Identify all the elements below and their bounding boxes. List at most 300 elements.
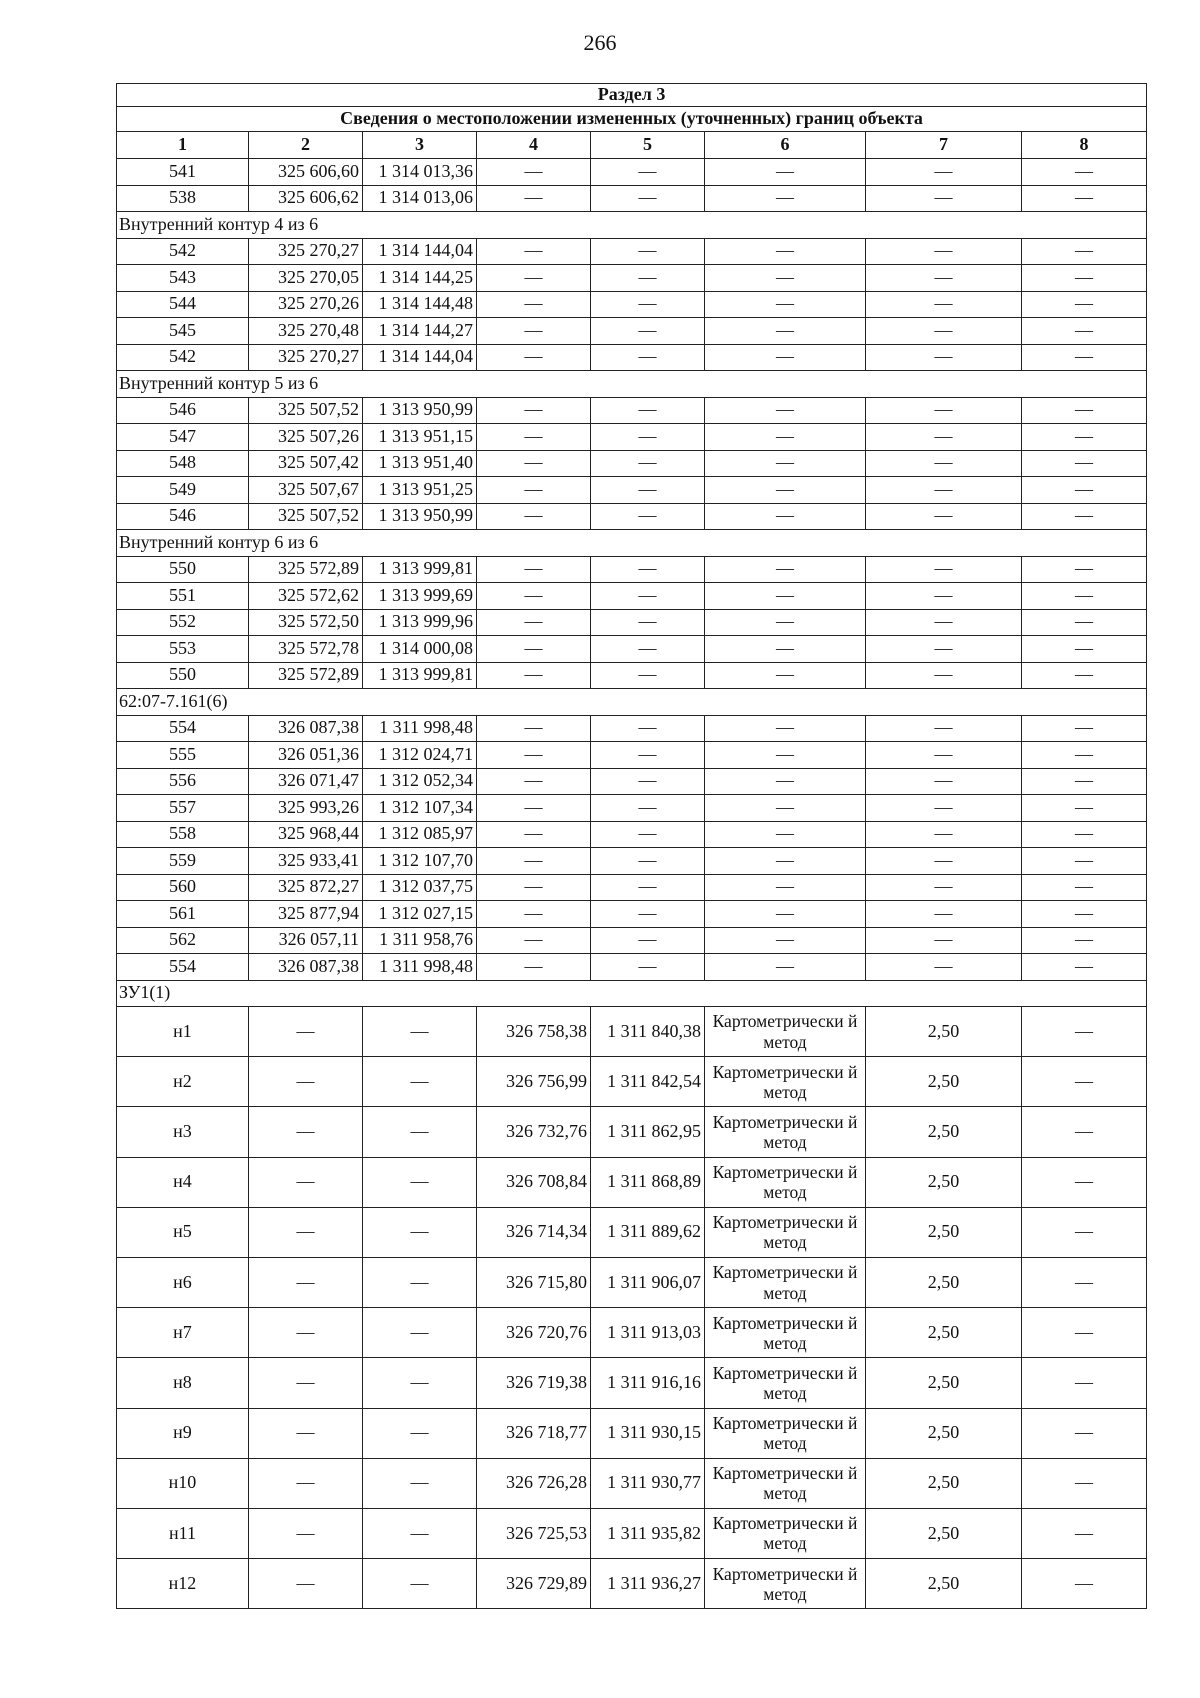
table-cell-col-1: н3 [117, 1107, 249, 1157]
table-cell-col-7: — [866, 265, 1022, 292]
table-cell-col-6: — [705, 265, 866, 292]
table-cell-col-4: — [477, 450, 591, 477]
table-cell-col-7: — [866, 609, 1022, 636]
table-cell-col-5: — [591, 715, 705, 742]
table-cell-col-8: — [1022, 1408, 1147, 1458]
table-cell-col-5: — [591, 424, 705, 451]
table-cell-col-1: 549 [117, 477, 249, 504]
table-cell-col-8: — [1022, 821, 1147, 848]
table-cell-col-3: 1 313 950,99 [363, 503, 477, 530]
table-cell-col-2: — [249, 1308, 363, 1358]
table-cell-col-1: 557 [117, 795, 249, 822]
table-cell-col-6: — [705, 159, 866, 186]
page-number: 266 [583, 30, 617, 55]
table-cell-col-7: 2,50 [866, 1157, 1022, 1207]
table-cell-col-6: — [705, 344, 866, 371]
table-cell-col-4: — [477, 424, 591, 451]
table-cell-col-7: — [866, 874, 1022, 901]
table-cell-col-4: — [477, 583, 591, 610]
table-row [117, 318, 1147, 345]
table-cell-col-5: — [591, 742, 705, 769]
table-cell-col-2: 325 572,78 [249, 636, 363, 663]
table-cell-col-8: — [1022, 636, 1147, 663]
table-cell-col-7: 2,50 [866, 1257, 1022, 1307]
table-row [117, 954, 1147, 981]
table-cell-col-6: — [705, 556, 866, 583]
table-cell-col-4: — [477, 636, 591, 663]
table-row [117, 715, 1147, 742]
table-cell-col-2: 325 572,89 [249, 662, 363, 689]
table-cell-col-1: 541 [117, 159, 249, 186]
table-cell-col-4: 326 725,53 [477, 1508, 591, 1558]
contour-group-label: Внутренний контур 5 из 6 [117, 371, 1147, 398]
table-cell-col-6: — [705, 291, 866, 318]
table-cell-col-5: — [591, 265, 705, 292]
table-row [117, 583, 1147, 610]
table-cell-col-8: — [1022, 185, 1147, 212]
table-cell-col-8: — [1022, 318, 1147, 345]
table-cell-col-8: — [1022, 742, 1147, 769]
table-cell-col-1: 547 [117, 424, 249, 451]
table-row [117, 795, 1147, 822]
table-cell-col-2: 325 507,42 [249, 450, 363, 477]
table-cell-col-2: — [249, 1458, 363, 1508]
table-cell-col-3: 1 314 144,48 [363, 291, 477, 318]
table-cell-col-7: 2,50 [866, 1508, 1022, 1558]
table-row [117, 450, 1147, 477]
table-cell-col-1: 543 [117, 265, 249, 292]
table-cell-col-1: н5 [117, 1207, 249, 1257]
table-cell-col-1: 559 [117, 848, 249, 875]
table-title: Сведения о местоположении измененных (уточненных) границ объекта [117, 107, 1147, 132]
table-cell-col-7: — [866, 821, 1022, 848]
table-cell-col-3: 1 314 144,25 [363, 265, 477, 292]
table-cell-col-7: 2,50 [866, 1559, 1022, 1609]
table-cell-col-6: Картометрически й метод [705, 1358, 866, 1408]
table-cell-col-2: 325 270,26 [249, 291, 363, 318]
table-row [117, 185, 1147, 212]
contour-group-label: Внутренний контур 6 из 6 [117, 530, 1147, 557]
table-cell-col-4: — [477, 954, 591, 981]
table-cell-col-6: — [705, 821, 866, 848]
table-cell-col-6: Картометрически й метод [705, 1107, 866, 1157]
table-cell-col-3: 1 314 144,04 [363, 344, 477, 371]
table-cell-col-1: н9 [117, 1408, 249, 1458]
table-row [117, 848, 1147, 875]
column-header-1: 1 [117, 132, 249, 159]
table-cell-col-5: — [591, 609, 705, 636]
table-row [117, 1458, 1147, 1508]
table-cell-col-4: 326 756,99 [477, 1057, 591, 1107]
table-cell-col-3: 1 313 999,96 [363, 609, 477, 636]
table-cell-col-1: 553 [117, 636, 249, 663]
table-cell-col-7: 2,50 [866, 1207, 1022, 1257]
table-cell-col-8: — [1022, 344, 1147, 371]
table-cell-col-2: — [249, 1007, 363, 1057]
table-cell-col-2: 325 572,62 [249, 583, 363, 610]
table-cell-col-1: н6 [117, 1257, 249, 1307]
table-cell-col-5: — [591, 583, 705, 610]
table-cell-col-7: — [866, 848, 1022, 875]
table-cell-col-1: н4 [117, 1157, 249, 1207]
contour-group-label: Внутренний контур 4 из 6 [117, 212, 1147, 239]
table-cell-col-4: — [477, 715, 591, 742]
table-cell-col-5: 1 311 936,27 [591, 1559, 705, 1609]
table-row [117, 159, 1147, 186]
table-row [117, 291, 1147, 318]
table-cell-col-7: — [866, 503, 1022, 530]
table-cell-col-5: — [591, 556, 705, 583]
table-cell-col-7: — [866, 424, 1022, 451]
contour-group-row [117, 530, 1147, 557]
column-header-4: 4 [477, 132, 591, 159]
table-cell-col-7: — [866, 185, 1022, 212]
table-cell-col-2: 325 507,52 [249, 397, 363, 424]
table-cell-col-3: 1 312 052,34 [363, 768, 477, 795]
column-header-row [117, 132, 1147, 159]
table-cell-col-8: — [1022, 450, 1147, 477]
table-cell-col-2: 325 572,89 [249, 556, 363, 583]
table-row [117, 1559, 1147, 1609]
table-cell-col-4: — [477, 397, 591, 424]
table-cell-col-2: — [249, 1057, 363, 1107]
column-header-2: 2 [249, 132, 363, 159]
table-cell-col-4: — [477, 662, 591, 689]
column-header-5: 5 [591, 132, 705, 159]
table-cell-col-4: — [477, 238, 591, 265]
table-cell-col-6: — [705, 185, 866, 212]
table-cell-col-6: — [705, 477, 866, 504]
table-cell-col-2: 325 507,26 [249, 424, 363, 451]
section-label: Раздел 3 [117, 84, 1147, 107]
table-row [117, 1207, 1147, 1257]
table-cell-col-4: — [477, 503, 591, 530]
table-cell-col-5: 1 311 935,82 [591, 1508, 705, 1558]
table-cell-col-2: 326 057,11 [249, 927, 363, 954]
table-cell-col-6: — [705, 848, 866, 875]
table-cell-col-2: 325 993,26 [249, 795, 363, 822]
table-cell-col-4: — [477, 291, 591, 318]
table-cell-col-6: Картометрически й метод [705, 1458, 866, 1508]
table-cell-col-1: н10 [117, 1458, 249, 1508]
table-cell-col-8: — [1022, 1458, 1147, 1508]
table-cell-col-7: — [866, 397, 1022, 424]
table-cell-col-7: — [866, 927, 1022, 954]
table-row [117, 636, 1147, 663]
table-cell-col-8: — [1022, 556, 1147, 583]
table-cell-col-5: — [591, 344, 705, 371]
table-cell-col-3: 1 314 013,36 [363, 159, 477, 186]
table-cell-col-8: — [1022, 477, 1147, 504]
table-cell-col-1: 556 [117, 768, 249, 795]
table-cell-col-5: — [591, 636, 705, 663]
table-cell-col-7: — [866, 450, 1022, 477]
table-row [117, 1157, 1147, 1207]
table-cell-col-2: 325 606,62 [249, 185, 363, 212]
table-cell-col-7: — [866, 768, 1022, 795]
table-cell-col-2: 326 087,38 [249, 954, 363, 981]
table-cell-col-7: — [866, 583, 1022, 610]
table-cell-col-7: 2,50 [866, 1308, 1022, 1358]
table-cell-col-8: — [1022, 927, 1147, 954]
table-cell-col-1: 544 [117, 291, 249, 318]
table-cell-col-7: — [866, 556, 1022, 583]
table-cell-col-2: — [249, 1358, 363, 1408]
table-cell-col-1: н12 [117, 1559, 249, 1609]
table-cell-col-4: 326 758,38 [477, 1007, 591, 1057]
table-cell-col-5: 1 311 842,54 [591, 1057, 705, 1107]
table-row [117, 609, 1147, 636]
table-cell-col-3: — [363, 1057, 477, 1107]
contour-group-row [117, 212, 1147, 239]
table-cell-col-1: 552 [117, 609, 249, 636]
table-cell-col-8: — [1022, 503, 1147, 530]
table-cell-col-5: — [591, 662, 705, 689]
table-cell-col-5: 1 311 930,15 [591, 1408, 705, 1458]
table-cell-col-3: — [363, 1157, 477, 1207]
table-cell-col-2: 325 507,52 [249, 503, 363, 530]
table-cell-col-7: 2,50 [866, 1107, 1022, 1157]
table-cell-col-2: 325 572,50 [249, 609, 363, 636]
table-cell-col-4: — [477, 265, 591, 292]
table-cell-col-5: — [591, 238, 705, 265]
table-cell-col-4: — [477, 874, 591, 901]
table-cell-col-8: — [1022, 1007, 1147, 1057]
table-cell-col-8: — [1022, 954, 1147, 981]
table-cell-col-6: — [705, 609, 866, 636]
table-cell-col-1: н11 [117, 1508, 249, 1558]
table-cell-col-8: — [1022, 1257, 1147, 1307]
table-cell-col-6: — [705, 901, 866, 928]
table-row [117, 1308, 1147, 1358]
table-row [117, 424, 1147, 451]
table-cell-col-3: 1 312 085,97 [363, 821, 477, 848]
table-row [117, 1508, 1147, 1558]
table-cell-col-1: 550 [117, 662, 249, 689]
table-cell-col-6: Картометрически й метод [705, 1207, 866, 1257]
table-cell-col-1: 545 [117, 318, 249, 345]
table-row [117, 503, 1147, 530]
table-cell-col-2: 325 968,44 [249, 821, 363, 848]
table-cell-col-7: — [866, 318, 1022, 345]
table-cell-col-3: 1 311 958,76 [363, 927, 477, 954]
table-cell-col-5: — [591, 901, 705, 928]
table-cell-col-3: 1 312 107,34 [363, 795, 477, 822]
contour-group-label: 62:07-7.161(6) [117, 689, 1147, 716]
table-cell-col-7: — [866, 238, 1022, 265]
table-cell-col-3: — [363, 1408, 477, 1458]
table-cell-col-3: 1 313 999,69 [363, 583, 477, 610]
table-cell-col-4: — [477, 742, 591, 769]
table-cell-col-3: 1 313 950,99 [363, 397, 477, 424]
table-cell-col-5: 1 311 930,77 [591, 1458, 705, 1508]
table-cell-col-5: 1 311 889,62 [591, 1207, 705, 1257]
table-cell-col-3: 1 311 998,48 [363, 954, 477, 981]
table-cell-col-1: 551 [117, 583, 249, 610]
table-cell-col-6: — [705, 636, 866, 663]
table-cell-col-2: — [249, 1408, 363, 1458]
table-cell-col-4: 326 708,84 [477, 1157, 591, 1207]
table-cell-col-5: 1 311 868,89 [591, 1157, 705, 1207]
table-cell-col-6: — [705, 662, 866, 689]
table-cell-col-1: 554 [117, 715, 249, 742]
table-cell-col-6: — [705, 742, 866, 769]
table-cell-col-3: — [363, 1257, 477, 1307]
table-cell-col-6: Картометрически й метод [705, 1508, 866, 1558]
table-cell-col-3: 1 313 951,15 [363, 424, 477, 451]
table-cell-col-7: 2,50 [866, 1358, 1022, 1408]
table-cell-col-1: н1 [117, 1007, 249, 1057]
table-cell-col-5: — [591, 291, 705, 318]
table-cell-col-6: Картометрически й метод [705, 1007, 866, 1057]
table-cell-col-2: 326 051,36 [249, 742, 363, 769]
table-cell-col-4: 326 726,28 [477, 1458, 591, 1508]
table-cell-col-1: 548 [117, 450, 249, 477]
table-cell-col-1: 546 [117, 503, 249, 530]
table-cell-col-1: 554 [117, 954, 249, 981]
table-cell-col-3: — [363, 1358, 477, 1408]
table-cell-col-3: 1 312 027,15 [363, 901, 477, 928]
table-cell-col-8: — [1022, 901, 1147, 928]
table-cell-col-7: — [866, 636, 1022, 663]
table-cell-col-3: 1 311 998,48 [363, 715, 477, 742]
table-cell-col-2: 325 507,67 [249, 477, 363, 504]
table-cell-col-7: 2,50 [866, 1057, 1022, 1107]
table-cell-col-6: Картометрически й метод [705, 1057, 866, 1107]
table-cell-col-3: — [363, 1007, 477, 1057]
table-cell-col-6: — [705, 503, 866, 530]
table-cell-col-4: 326 714,34 [477, 1207, 591, 1257]
table-cell-col-2: — [249, 1107, 363, 1157]
table-cell-col-5: — [591, 318, 705, 345]
table-row [117, 1057, 1147, 1107]
table-cell-col-8: — [1022, 238, 1147, 265]
boundary-coordinates-table [116, 83, 1147, 1609]
table-cell-col-4: — [477, 344, 591, 371]
column-header-6: 6 [705, 132, 866, 159]
table-cell-col-8: — [1022, 1559, 1147, 1609]
table-cell-col-3: 1 312 024,71 [363, 742, 477, 769]
table-cell-col-4: — [477, 477, 591, 504]
table-row [117, 397, 1147, 424]
table-cell-col-6: — [705, 874, 866, 901]
table-row [117, 742, 1147, 769]
table-row [117, 1257, 1147, 1307]
table-cell-col-2: 326 071,47 [249, 768, 363, 795]
table-cell-col-6: — [705, 583, 866, 610]
table-cell-col-2: — [249, 1257, 363, 1307]
table-cell-col-3: — [363, 1508, 477, 1558]
table-cell-col-7: — [866, 795, 1022, 822]
table-row [117, 1358, 1147, 1408]
table-cell-col-8: — [1022, 424, 1147, 451]
table-cell-col-2: 325 877,94 [249, 901, 363, 928]
table-cell-col-6: Картометрически й метод [705, 1308, 866, 1358]
table-cell-col-1: 550 [117, 556, 249, 583]
table-cell-col-3: — [363, 1458, 477, 1508]
table-cell-col-1: 560 [117, 874, 249, 901]
table-cell-col-5: — [591, 795, 705, 822]
table-cell-col-8: — [1022, 1308, 1147, 1358]
table-cell-col-1: н2 [117, 1057, 249, 1107]
table-cell-col-8: — [1022, 609, 1147, 636]
table-cell-col-2: — [249, 1508, 363, 1558]
table-cell-col-1: н7 [117, 1308, 249, 1358]
table-cell-col-3: 1 314 144,27 [363, 318, 477, 345]
table-cell-col-7: — [866, 291, 1022, 318]
table-cell-col-3: 1 313 951,25 [363, 477, 477, 504]
table-cell-col-6: Картометрически й метод [705, 1157, 866, 1207]
table-cell-col-8: — [1022, 715, 1147, 742]
table-row [117, 821, 1147, 848]
column-header-3: 3 [363, 132, 477, 159]
column-header-8: 8 [1022, 132, 1147, 159]
table-cell-col-5: — [591, 450, 705, 477]
table-cell-col-3: 1 314 144,04 [363, 238, 477, 265]
table-cell-col-1: 546 [117, 397, 249, 424]
table-cell-col-7: — [866, 159, 1022, 186]
table-cell-col-4: — [477, 901, 591, 928]
table-cell-col-4: 326 720,76 [477, 1308, 591, 1358]
table-cell-col-6: Картометрически й метод [705, 1559, 866, 1609]
table-cell-col-1: 542 [117, 238, 249, 265]
table-cell-col-4: — [477, 795, 591, 822]
table-cell-col-2: 325 270,48 [249, 318, 363, 345]
table-cell-col-5: — [591, 927, 705, 954]
table-cell-col-4: — [477, 848, 591, 875]
contour-group-row [117, 980, 1147, 1007]
table-cell-col-6: — [705, 424, 866, 451]
table-cell-col-7: — [866, 477, 1022, 504]
table-cell-col-5: 1 311 906,07 [591, 1257, 705, 1307]
table-cell-col-5: 1 311 862,95 [591, 1107, 705, 1157]
table-cell-col-5: — [591, 848, 705, 875]
table-cell-col-8: — [1022, 265, 1147, 292]
table-cell-col-3: 1 312 037,75 [363, 874, 477, 901]
table-cell-col-8: — [1022, 159, 1147, 186]
table-cell-col-2: 325 872,27 [249, 874, 363, 901]
table-cell-col-6: — [705, 795, 866, 822]
table-cell-col-6: — [705, 954, 866, 981]
table-cell-col-5: 1 311 840,38 [591, 1007, 705, 1057]
table-cell-col-1: 555 [117, 742, 249, 769]
table-cell-col-5: 1 311 916,16 [591, 1358, 705, 1408]
table-cell-col-1: 558 [117, 821, 249, 848]
table-cell-col-8: — [1022, 1207, 1147, 1257]
table-row [117, 1107, 1147, 1157]
table-cell-col-6: — [705, 768, 866, 795]
table-cell-col-3: — [363, 1207, 477, 1257]
table-cell-col-4: 326 719,38 [477, 1358, 591, 1408]
contour-group-row [117, 689, 1147, 716]
table-cell-col-1: 562 [117, 927, 249, 954]
table-cell-col-4: 326 715,80 [477, 1257, 591, 1307]
table-row [117, 477, 1147, 504]
table-row [117, 344, 1147, 371]
table-cell-col-8: — [1022, 1157, 1147, 1207]
table-cell-col-5: — [591, 477, 705, 504]
table-cell-col-6: Картометрически й метод [705, 1257, 866, 1307]
table-cell-col-2: 325 270,27 [249, 238, 363, 265]
table-cell-col-2: 325 933,41 [249, 848, 363, 875]
table-cell-col-8: — [1022, 1508, 1147, 1558]
table-cell-col-8: — [1022, 1107, 1147, 1157]
table-cell-col-6: — [705, 318, 866, 345]
table-cell-col-5: — [591, 185, 705, 212]
table-cell-col-4: 326 718,77 [477, 1408, 591, 1458]
table-cell-col-3: — [363, 1308, 477, 1358]
table-cell-col-5: — [591, 821, 705, 848]
